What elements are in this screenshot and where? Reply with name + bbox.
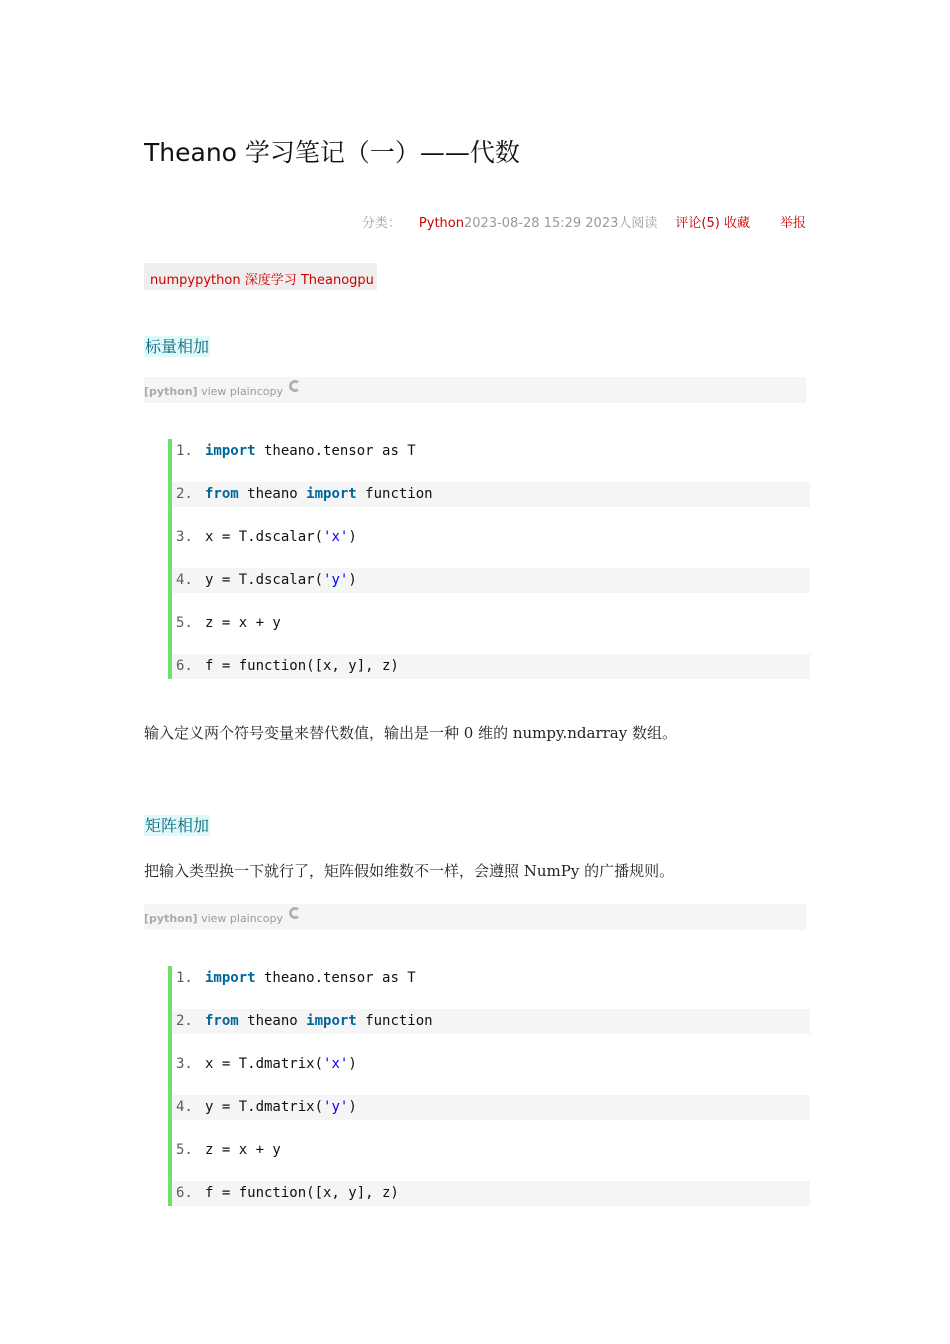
category-label: 分类： — [361, 216, 401, 231]
reads-count: 2023 — [585, 216, 619, 231]
code-line — [172, 611, 810, 636]
code-text: f = function([x, y], z) — [205, 658, 399, 674]
code-line — [172, 568, 810, 593]
code-block — [168, 439, 810, 679]
code-text: function — [356, 1013, 433, 1029]
code-keyword: import — [306, 1013, 357, 1029]
report-link[interactable]: 举报 — [779, 216, 806, 231]
code-text: function — [356, 486, 433, 502]
paragraph: 把输入类型换一下就行了，矩阵假如维数不一样，会遵照 NumPy 的广播规则。 — [144, 862, 675, 880]
code-text: ) — [348, 572, 357, 588]
code-text: x = T.dscalar( — [205, 529, 324, 545]
code-line — [172, 482, 810, 507]
line-number: 1. — [176, 970, 193, 986]
favorite-link[interactable]: 收藏 — [723, 216, 750, 231]
line-number: 3. — [176, 529, 193, 545]
line-number: 4. — [176, 1099, 193, 1115]
code-lang-label: [python] — [144, 385, 198, 398]
line-number: 1. — [176, 443, 193, 459]
code-text: y = T.dmatrix( — [205, 1099, 324, 1115]
code-string: 'x' — [323, 1056, 349, 1072]
code-toolbar — [144, 904, 806, 930]
code-text: theano.tensor as T — [255, 970, 416, 986]
line-number: 5. — [176, 615, 193, 631]
code-line — [172, 654, 810, 679]
code-text: theano — [238, 1013, 307, 1029]
line-number: 4. — [176, 572, 193, 588]
code-line — [172, 1181, 810, 1206]
code-keyword: import — [205, 970, 256, 986]
code-text: ) — [348, 529, 357, 545]
code-text: f = function([x, y], z) — [205, 1185, 399, 1201]
code-string: 'x' — [323, 529, 349, 545]
code-block — [168, 966, 810, 1206]
comments-link[interactable]: 评论(5) — [675, 216, 720, 231]
tags-bar[interactable]: numpypython 深度学习 Theanogpu — [144, 263, 377, 290]
line-number: 6. — [176, 658, 193, 674]
code-keyword: from — [205, 1013, 239, 1029]
view-plaincopy-link[interactable]: view plaincopy — [201, 912, 283, 925]
section-heading-matrix: 矩阵相加 — [145, 816, 210, 835]
paragraph: 输入定义两个符号变量来替代数值，输出是一种 0 维的 numpy.ndarray 数组。 — [144, 724, 677, 742]
code-line — [172, 1052, 810, 1077]
code-toolbar — [144, 377, 806, 403]
code-text: theano.tensor as T — [255, 443, 416, 459]
code-text: z = x + y — [205, 1142, 281, 1158]
code-text: ) — [348, 1099, 357, 1115]
view-plaincopy-link[interactable]: view plaincopy — [201, 385, 283, 398]
code-keyword: import — [205, 443, 256, 459]
code-string: 'y' — [323, 572, 349, 588]
copy-icon[interactable] — [285, 378, 301, 398]
code-line — [172, 1009, 810, 1034]
code-lang-label: [python] — [144, 912, 198, 925]
article-meta — [362, 212, 806, 231]
line-number: 5. — [176, 1142, 193, 1158]
post-datetime: 2023-08-28 15:29 — [463, 216, 582, 231]
section-heading-scalar: 标量相加 — [145, 337, 210, 356]
code-text: z = x + y — [205, 615, 281, 631]
code-keyword: import — [306, 486, 357, 502]
code-keyword: from — [205, 486, 239, 502]
code-line — [172, 525, 810, 550]
line-number: 2. — [176, 486, 193, 502]
article-title: Theano 学习笔记（一）——代数 — [144, 138, 520, 167]
line-number: 2. — [176, 1013, 193, 1029]
reads-label: 人阅读 — [618, 216, 658, 231]
line-number: 3. — [176, 1056, 193, 1072]
code-line — [172, 439, 810, 464]
line-number: 6. — [176, 1185, 193, 1201]
code-line — [172, 1095, 810, 1120]
code-text: ) — [348, 1056, 357, 1072]
code-text: y = T.dscalar( — [205, 572, 324, 588]
code-line — [172, 966, 810, 991]
code-line — [172, 1138, 810, 1163]
copy-icon[interactable] — [285, 905, 301, 925]
category-link[interactable]: Python — [418, 216, 464, 231]
code-text: x = T.dmatrix( — [205, 1056, 324, 1072]
code-string: 'y' — [323, 1099, 349, 1115]
code-text: theano — [238, 486, 307, 502]
